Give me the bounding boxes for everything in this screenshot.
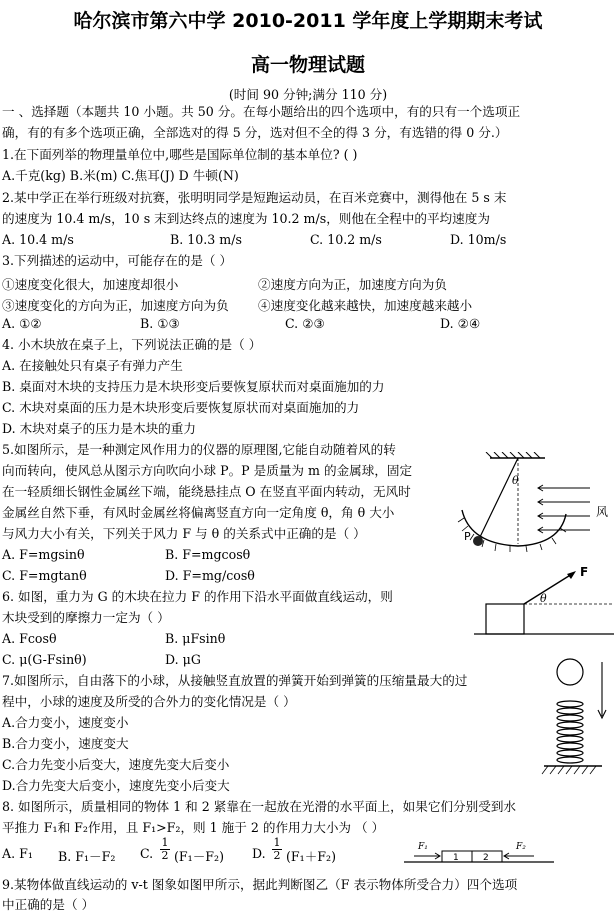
q2-option-a: A. 10.4 m/s	[2, 232, 74, 247]
q8-stem: 平推力 F₁和 F₂作用，且 F₁>F₂，则 1 施于 2 的作用力大小为 （ ）	[2, 820, 385, 835]
q5-stem: 在一轻质细长钢性金属丝下端，能绕悬挂点 O 在竖直平面内转动，无风时	[2, 484, 411, 499]
fraction-numerator: 1	[161, 836, 169, 849]
q5-stem: 向而转向，使风总从图示方向吹向小球 P。P 是质量为 m 的金属球，固定	[2, 463, 413, 478]
q8-option-c-fraction	[160, 837, 170, 862]
q5-option-c: C. F=mgtanθ	[2, 568, 87, 583]
q5-option-d: D. F=mg/cosθ	[165, 568, 255, 583]
exam-title: 哈尔滨市第六中学 2010-2011 学年度上学期期末考试	[73, 10, 543, 32]
q5-stem: 5.如图所示，是一种测定风作用力的仪器的原理图,它能自动随着风的转	[2, 442, 396, 457]
block-figure	[466, 566, 616, 642]
q2-option-b: B. 10.3 m/s	[170, 232, 242, 247]
q7-option-c: C.合力先变小后变大，速度先变大后变小	[2, 757, 230, 772]
ball-p	[473, 536, 483, 546]
q4-option-a: A. 在接触处只有桌子有弹力产生	[2, 358, 183, 373]
q3-stem: 3.下列描述的运动中，可能存在的是（ ）	[2, 253, 233, 268]
pivot-angle-label: θ	[512, 474, 519, 487]
q3-item: ①速度变化很大，加速度却很小	[2, 277, 179, 292]
spring	[557, 701, 583, 763]
q8-option-d-fraction	[272, 837, 282, 862]
q2-option-c: C. 10.2 m/s	[310, 232, 382, 247]
q3-option-d: D. ②④	[440, 316, 481, 331]
q2-stem: 的速度为 10.4 m/s，10 s 末到达终点的速度为 10.2 m/s，则他在全程中的平均速度为	[2, 211, 490, 226]
q5-option-a: A. F=mgsinθ	[2, 547, 85, 562]
intro-line: 确，有的有多个选项正确，全部选对的得 5 分，选对但不全的得 3 分，有选错的得 0 分.）	[2, 125, 508, 140]
q8-option-d-expr: (F₁＋F₂)	[286, 849, 336, 864]
q5-option-b: B. F=mgcosθ	[165, 547, 251, 562]
q3-option-b: B. ①③	[140, 316, 180, 331]
q8-stem: 8. 如图所示，质量相同的物体 1 和 2 紧靠在一起放在光滑的水平面上，如果它们分别受到水	[2, 799, 517, 814]
q3-item: ④速度变化越来越快，加速度越来越小	[258, 298, 473, 313]
block-2-label: 2	[483, 853, 489, 863]
q6-stem: 木块受到的摩擦力一定为（ ）	[2, 610, 170, 625]
q9-stem: 中正确的是（ ）	[2, 897, 95, 912]
fraction-numerator: 1	[273, 836, 281, 849]
q8-option-a: A. F₁	[2, 846, 33, 861]
two-blocks-figure	[404, 838, 554, 870]
q7-stem: 程中，小球的速度及所受的合外力的变化情况是（ ）	[2, 694, 296, 709]
ball-label: P	[464, 530, 471, 543]
fraction-denominator: 2	[161, 849, 169, 862]
q8-option-d-label: D.	[252, 846, 266, 861]
q8-option-c-label: C.	[140, 846, 154, 861]
q8-option-c-expr: (F₁－F₂)	[174, 849, 224, 864]
block	[486, 604, 524, 634]
wind-label: 风	[596, 505, 609, 519]
pendulum-figure	[440, 452, 616, 552]
intro-line: 一 、选择题（本题共 10 小题。共 50 分。在每小题给出的四个选项中，有的只有一个选项正	[2, 104, 521, 119]
q2-stem: 2.某中学正在举行班级对抗赛，张明明同学是短跑运动员，在百米竞赛中，测得他在 5 s 末	[2, 190, 507, 205]
q3-item: ③速度变化的方向为正，加速度方向为负	[2, 298, 229, 313]
q8-option-b: B. F₁－F₂	[58, 849, 116, 864]
q6-stem: 6. 如图，重力为 G 的木块在拉力 F 的作用下沿水平面做直线运动，则	[2, 589, 393, 604]
fraction-denominator: 2	[273, 849, 281, 862]
q3-option-c: C. ②③	[285, 316, 325, 331]
falling-ball	[557, 659, 583, 685]
q1-options: A.千克(kg) B.米(m) C.焦耳(J) D 牛顿(N)	[2, 168, 239, 183]
q7-option-b: B.合力变小，速度变大	[2, 736, 129, 751]
q1-stem: 1.在下面列举的物理量单位中,哪些是国际单位制的基本单位? ( )	[2, 147, 358, 162]
q3-option-a: A. ①②	[2, 316, 42, 331]
q6-option-d: D. μG	[165, 652, 201, 667]
wind-arrows	[538, 485, 590, 533]
q4-option-d: D. 木块对桌子的压力是木块的重力	[2, 421, 196, 436]
q5-stem: 与风力大小有关，下列关于风力 F 与 θ 的关系式中正确的是（ ）	[2, 526, 366, 541]
q6-option-c: C. μ(G-Fsinθ)	[2, 652, 87, 667]
block-1-label: 1	[453, 853, 459, 863]
angle-label: θ	[540, 592, 547, 605]
q4-stem: 4. 小木块放在桌子上，下列说法正确的是（ ）	[2, 337, 262, 352]
q5-stem: 金属丝自然下垂，有风时金属丝将偏离竖直方向一定角度 θ，角 θ 大小	[2, 505, 395, 520]
q7-option-d: D.合力先变大后变小，速度先变小后变大	[2, 778, 230, 793]
q4-option-c: C. 木块对桌面的压力是木块形变后要恢复原状而对桌面施加的力	[2, 400, 360, 415]
spring-figure	[536, 650, 616, 778]
exam-subtitle: 高一物理试题	[250, 54, 365, 76]
q9-stem: 9.某物体做直线运动的 v-t 图象如图甲所示，据此判断图乙（F 表示物体所受合力）四个选项	[2, 877, 518, 892]
q6-option-a: A. Fcosθ	[2, 631, 57, 646]
q7-stem: 7.如图所示，自由落下的小球，从接触竖直放置的弹簧开始到弹簧的压缩量最大的过	[2, 673, 468, 688]
q7-option-a: A.合力变小，速度变小	[2, 715, 129, 730]
q3-item: ②速度方向为正，加速度方向为负	[258, 277, 447, 292]
q2-option-d: D. 10m/s	[450, 232, 507, 247]
f2-label: F₂	[516, 842, 526, 852]
time-info: (时间 90 分钟;满分 110 分)	[228, 87, 388, 102]
q4-option-b: B. 桌面对木块的支持压力是木块形变后要恢复原状而对桌面施加的力	[2, 379, 385, 394]
q6-option-b: B. μFsinθ	[165, 631, 226, 646]
force-label: F	[580, 566, 589, 579]
f1-label: F₁	[418, 842, 428, 852]
